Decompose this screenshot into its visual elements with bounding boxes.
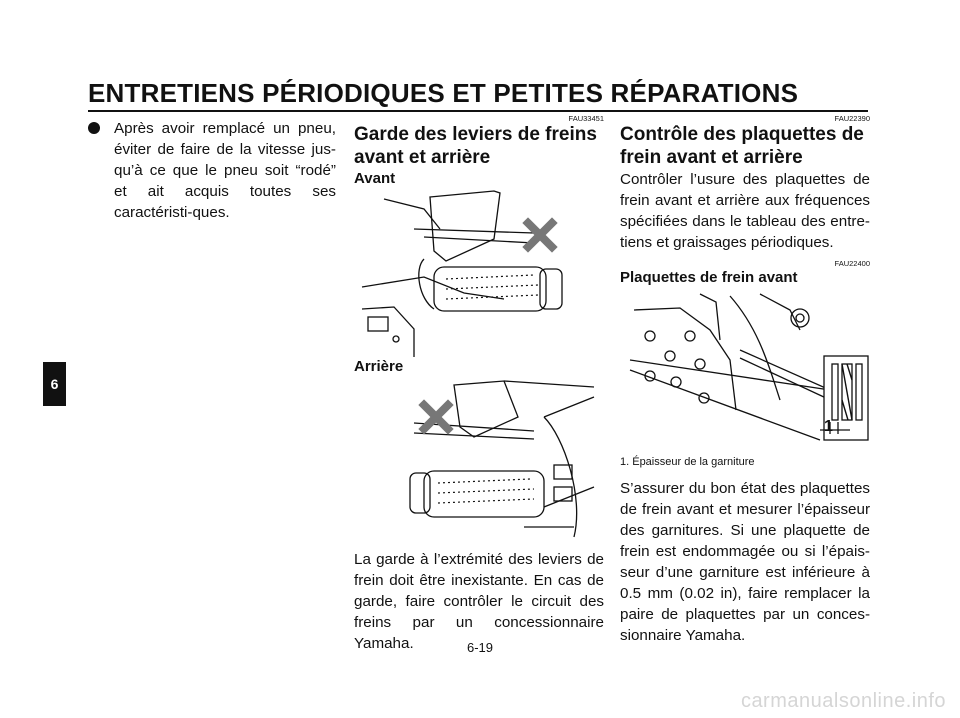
watermark: carmanualsonline.info: [740, 690, 946, 712]
figure-caption: 1. Épaisseur de la garniture: [620, 456, 755, 468]
chapter-tab: 6: [43, 362, 66, 406]
column-1: [88, 118, 336, 223]
column-3: [620, 114, 870, 646]
section-paragraph: S’assurer du bon état des plaquettes de frein avant et mesurer l’épaisseur des garnitures. Si une plaquette de frein est endommagée ou si l’épais-seur d’une garniture est inférieure à 0.5 mm (0.02 in), faire remplacer la paire de plaquettes par un conces-sionnaire Yamaha.: [620, 480, 870, 644]
section-paragraph: La garde à l’extrémité des leviers de frein doit être inexistante. En cas de garde, faire contrôler le circuit des freins par un concessionnaire Yamaha.: [354, 551, 604, 652]
page-number: 6-19: [466, 640, 494, 655]
section-code-1: FAU22390: [834, 114, 870, 123]
rear-lever-illustration: [354, 377, 604, 547]
column-2: [354, 114, 604, 654]
section-title: Garde des leviers de freins avant et arrière: [354, 124, 597, 168]
subsection-title: Plaquettes de frein avant: [620, 269, 798, 286]
bullet-item: [88, 118, 336, 223]
figure-callout: 1: [824, 418, 833, 435]
header-rule: [88, 110, 868, 112]
bullet-icon: [88, 122, 100, 134]
bullet-text: Après avoir remplacé un pneu, éviter de faire de la vitesse jus-qu’à ce que le pneu soit “rodé” et ait acquis toutes ses caractéristi-ques.: [114, 120, 336, 221]
rear-label: Arrière: [354, 358, 404, 375]
section-title: Contrôle des plaquettes de frein avant et arrière: [620, 124, 864, 168]
page-header: ENTRETIENS PÉRIODIQUES ET PETITES RÉPARATIONS: [88, 78, 799, 108]
section-code: FAU33451: [568, 114, 604, 123]
brake-pad-figure: [620, 290, 870, 448]
front-label: Avant: [354, 170, 396, 187]
front-lever-illustration: [354, 189, 604, 357]
section-intro: Contrôler l’usure des plaquettes de frein avant et arrière aux fréquences spécifiées dans le tableau des entre-tiens et graissages périodiques.: [620, 171, 870, 251]
section-code-2: FAU22400: [834, 259, 870, 268]
